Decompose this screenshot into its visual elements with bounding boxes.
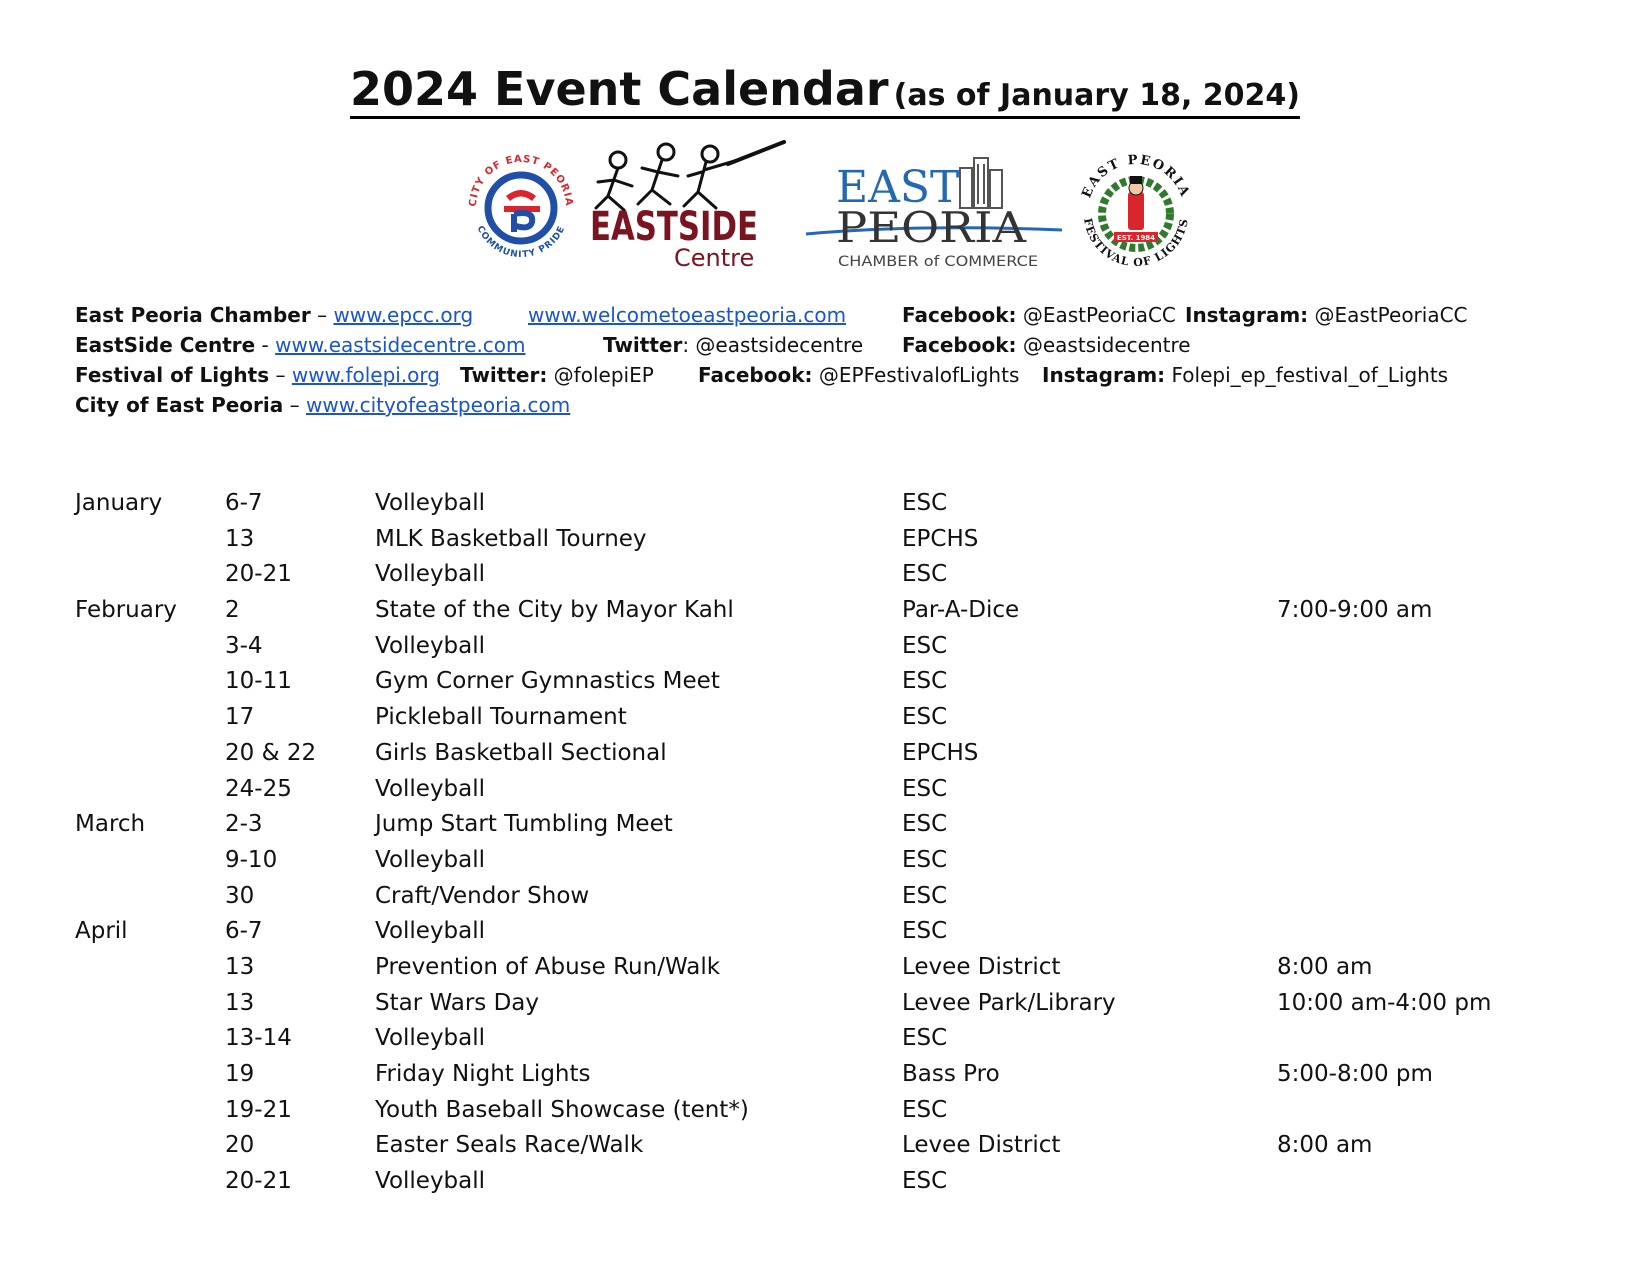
event-day: 13 bbox=[225, 953, 255, 980]
event-location: Levee District bbox=[902, 953, 1061, 980]
event-name: Volleyball bbox=[375, 1168, 486, 1195]
event-row bbox=[75, 954, 1595, 990]
city-logo-ring-bottom: COMMUNITY PRIDE bbox=[474, 224, 568, 261]
event-name: Friday Night Lights bbox=[375, 1061, 591, 1087]
facebook-handle: @EastPeoriaCC bbox=[1016, 303, 1176, 327]
event-name: Volleyball bbox=[375, 561, 486, 588]
event-time: 10:00 am-4:00 pm bbox=[1277, 989, 1492, 1016]
event-row bbox=[75, 990, 1595, 1026]
event-day: 13 bbox=[225, 989, 255, 1016]
event-day: 19-21 bbox=[225, 1096, 292, 1123]
chamber-logo-line1: EAST bbox=[836, 162, 960, 213]
event-name: Pickleball Tournament bbox=[375, 704, 627, 731]
event-month: April bbox=[75, 918, 128, 945]
event-row bbox=[75, 1132, 1595, 1168]
event-row bbox=[75, 704, 1595, 740]
event-location: ESC bbox=[902, 632, 948, 659]
event-day: 9-10 bbox=[225, 846, 278, 873]
event-month: February bbox=[75, 597, 177, 624]
event-list bbox=[75, 490, 1595, 1204]
facebook-label: Facebook: bbox=[698, 363, 813, 387]
event-location: ESC bbox=[902, 1096, 948, 1123]
event-location: ESC bbox=[902, 704, 948, 731]
event-row bbox=[75, 1025, 1595, 1061]
event-name: Girls Basketball Sectional bbox=[375, 739, 667, 766]
event-location: ESC bbox=[902, 775, 948, 802]
event-day: 10-11 bbox=[225, 668, 292, 695]
event-name: Prevention of Abuse Run/Walk bbox=[375, 953, 721, 980]
contact-name: City of East Peoria bbox=[75, 393, 284, 417]
contact-separator: – bbox=[269, 363, 292, 387]
event-location: ESC bbox=[902, 1168, 948, 1195]
event-row bbox=[75, 668, 1595, 704]
event-location: ESC bbox=[902, 668, 948, 695]
title-date: (as of January 18, 2024) bbox=[893, 78, 1300, 113]
facebook-label: Facebook: bbox=[902, 333, 1017, 357]
event-location: EPCHS bbox=[902, 739, 979, 766]
chamber-website-link[interactable]: www.epcc.org bbox=[333, 303, 474, 327]
contact-line-chamber bbox=[75, 303, 1595, 333]
event-day: 30 bbox=[225, 882, 255, 909]
contact-separator: – bbox=[310, 303, 334, 327]
event-day: 19 bbox=[225, 1061, 255, 1087]
page-header bbox=[0, 62, 1650, 119]
chamber-logo-line2: PEORIA bbox=[836, 203, 1027, 252]
instagram-label: Instagram: bbox=[1042, 363, 1166, 387]
eastside-centre-logo bbox=[588, 138, 788, 268]
event-name: MLK Basketball Tourney bbox=[375, 525, 647, 552]
event-time: 8:00 am bbox=[1277, 1132, 1373, 1159]
event-day: 20-21 bbox=[225, 1168, 292, 1195]
eastside-logo-line2: Centre bbox=[674, 244, 755, 268]
page-title bbox=[350, 62, 1300, 119]
event-month: January bbox=[75, 490, 163, 516]
event-location: ESC bbox=[902, 1025, 948, 1052]
event-day: 20 bbox=[225, 1132, 255, 1159]
east-peoria-chamber-logo bbox=[800, 150, 1062, 272]
event-location: Par-A-Dice bbox=[902, 597, 1020, 624]
svg-text:CITY OF EAST PEORIA bbox=[468, 154, 574, 207]
event-name: Volleyball bbox=[375, 1025, 486, 1052]
event-name: Volleyball bbox=[375, 775, 486, 802]
event-day: 13 bbox=[225, 525, 255, 552]
city-logo-ring-top: CITY OF EAST PEORIA bbox=[467, 153, 575, 208]
event-row bbox=[75, 597, 1595, 633]
event-day: 24-25 bbox=[225, 775, 292, 802]
welcome-website-link[interactable]: www.welcometoeastpeoria.com bbox=[528, 303, 847, 327]
eastside-logo-line1: EASTSIDE bbox=[590, 204, 758, 250]
event-location: Levee District bbox=[902, 1132, 1061, 1159]
event-row bbox=[75, 740, 1595, 776]
event-location: EPCHS bbox=[902, 525, 979, 552]
twitter-label: Twitter: bbox=[460, 363, 548, 387]
event-location: ESC bbox=[902, 918, 948, 945]
event-row bbox=[75, 561, 1595, 597]
contact-separator: - bbox=[255, 333, 276, 357]
festival-logo-est: EST. 1984 bbox=[1116, 234, 1156, 242]
event-name: Volleyball bbox=[375, 632, 486, 659]
twitter-handle: : @eastsidecentre bbox=[682, 333, 864, 357]
city-website-link[interactable]: www.cityofeastpeoria.com bbox=[305, 393, 571, 417]
event-name: Volleyball bbox=[375, 846, 486, 873]
event-row bbox=[75, 633, 1595, 669]
contact-name: East Peoria Chamber bbox=[75, 303, 311, 327]
event-day: 3-4 bbox=[225, 632, 263, 659]
event-month: March bbox=[75, 811, 146, 838]
event-day: 6-7 bbox=[225, 490, 263, 516]
event-day: 20 & 22 bbox=[225, 739, 317, 766]
instagram-handle: @EastPeoriaCC bbox=[1308, 303, 1468, 327]
facebook-handle: @eastsidecentre bbox=[1016, 333, 1191, 357]
event-name: Easter Seals Race/Walk bbox=[375, 1132, 644, 1159]
event-location: ESC bbox=[902, 561, 948, 588]
event-location: Bass Pro bbox=[902, 1061, 1000, 1087]
event-row bbox=[75, 1097, 1595, 1133]
instagram-label: Instagram: bbox=[1185, 303, 1309, 327]
event-name: Volleyball bbox=[375, 918, 486, 945]
contact-line-festival bbox=[75, 363, 1595, 393]
event-row bbox=[75, 490, 1595, 526]
facebook-handle: @EPFestivalofLights bbox=[812, 363, 1020, 387]
contact-name: Festival of Lights bbox=[75, 363, 270, 387]
instagram-handle: Folepi_ep_festival_of_Lights bbox=[1165, 363, 1449, 387]
contact-separator: – bbox=[283, 393, 306, 417]
event-time: 5:00-8:00 pm bbox=[1277, 1061, 1433, 1087]
event-location: Levee Park/Library bbox=[902, 989, 1116, 1016]
event-name: Jump Start Tumbling Meet bbox=[375, 811, 673, 838]
event-day: 13-14 bbox=[225, 1025, 292, 1052]
event-name: Craft/Vendor Show bbox=[375, 882, 590, 909]
event-row bbox=[75, 776, 1595, 812]
event-location: ESC bbox=[902, 811, 948, 838]
contact-info bbox=[75, 303, 1595, 423]
event-location: ESC bbox=[902, 490, 948, 516]
event-time: 8:00 am bbox=[1277, 953, 1373, 980]
contact-line-eastside bbox=[75, 333, 1595, 363]
event-name: State of the City by Mayor Kahl bbox=[375, 597, 734, 624]
chamber-logo-line3: CHAMBER of COMMERCE bbox=[838, 254, 1038, 270]
festival-logo-ring-bottom: FESTIVAL OF LIGHTS bbox=[1081, 217, 1191, 270]
event-time: 7:00-9:00 am bbox=[1277, 597, 1433, 624]
city-of-east-peoria-logo bbox=[462, 148, 580, 266]
eastside-website-link[interactable]: www.eastsidecentre.com bbox=[275, 333, 526, 357]
event-name: Volleyball bbox=[375, 490, 486, 516]
event-day: 17 bbox=[225, 704, 255, 731]
event-row bbox=[75, 918, 1595, 954]
event-name: Star Wars Day bbox=[375, 989, 540, 1016]
contact-line-city bbox=[75, 393, 1595, 423]
festival-logo-ring-top: EAST PEORIA bbox=[1079, 152, 1193, 201]
event-location: ESC bbox=[902, 846, 948, 873]
event-row bbox=[75, 1061, 1595, 1097]
festival-of-lights-logo bbox=[1074, 150, 1198, 274]
event-day: 2 bbox=[225, 597, 240, 624]
event-name: Youth Baseball Showcase (tent*) bbox=[375, 1096, 749, 1123]
event-location: ESC bbox=[902, 882, 948, 909]
event-row bbox=[75, 526, 1595, 562]
event-day: 20-21 bbox=[225, 561, 292, 588]
twitter-label: Twitter bbox=[603, 333, 683, 357]
event-name: Gym Corner Gymnastics Meet bbox=[375, 668, 720, 695]
facebook-label: Facebook: bbox=[902, 303, 1017, 327]
title-main: 2024 Event Calendar bbox=[350, 62, 889, 116]
event-row bbox=[75, 1168, 1595, 1204]
twitter-handle: @folepiEP bbox=[547, 363, 654, 387]
contact-name: EastSide Centre bbox=[75, 333, 256, 357]
event-row bbox=[75, 811, 1595, 847]
event-row bbox=[75, 847, 1595, 883]
event-day: 6-7 bbox=[225, 918, 263, 945]
event-row bbox=[75, 883, 1595, 919]
event-day: 2-3 bbox=[225, 811, 263, 838]
festival-website-link[interactable]: www.folepi.org bbox=[291, 363, 440, 387]
